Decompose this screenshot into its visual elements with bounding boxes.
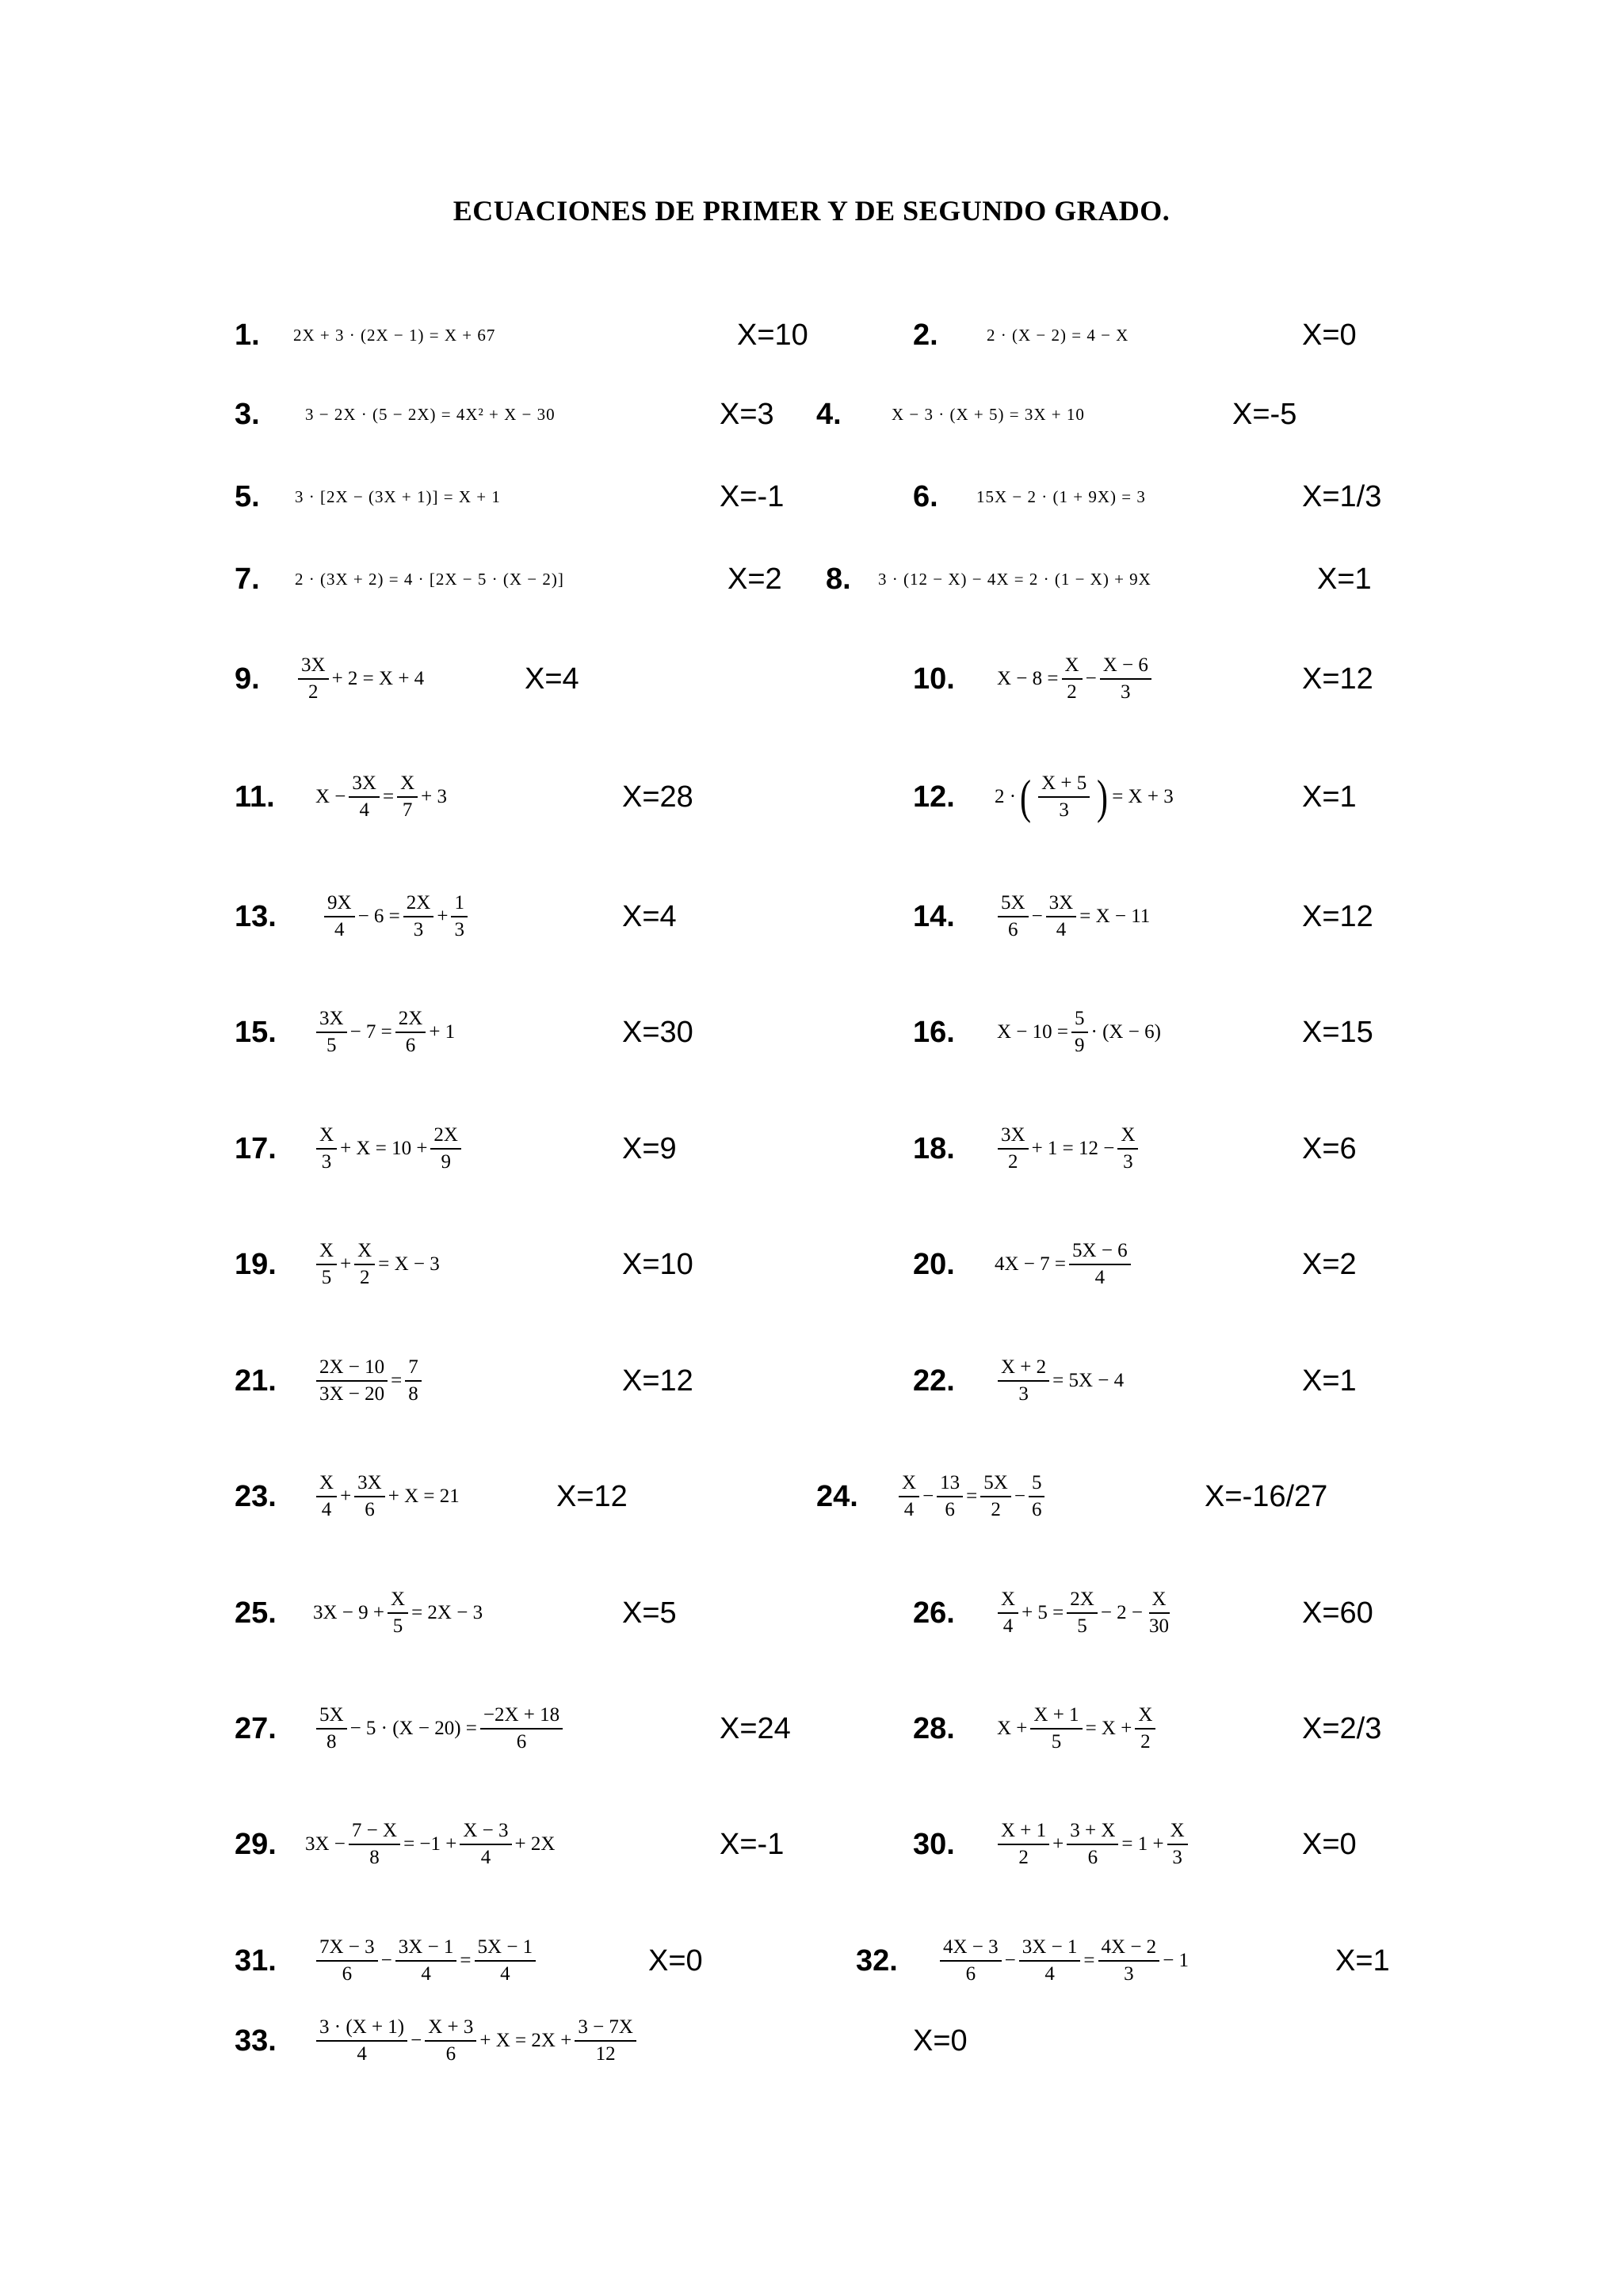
equation-answer: X=4 [525, 662, 579, 696]
equation: X − 10 = $\frac{5}{9}$ · (X − 6) [997, 1007, 1161, 1056]
equation-number: 5. [235, 480, 260, 513]
equation-answer: X=60 [1302, 1596, 1373, 1630]
equation: X − $\frac{3X}{4}$ = $\frac{X}{7}$ + 3 [315, 772, 447, 821]
equation: 3X − $\frac{7 - X}{8}$ = −1 + $\frac{X - 3}{4}$ + 2X [305, 1819, 556, 1868]
equation: $\frac{5X}{8}$ − 5 · (X − 20) = $\frac{-2X + 18}{6}$ [313, 1705, 566, 1753]
equation-number: 9. [235, 662, 260, 696]
equation-answer: X=10 [622, 1248, 693, 1281]
equation-answer: X=2 [1302, 1248, 1357, 1281]
equation-number: 29. [235, 1828, 277, 1861]
equation-answer: X=1 [1302, 1364, 1357, 1398]
equation: 2X + 3 · (2X − 1) = X + 67 [293, 325, 496, 345]
equation: $\frac{4X - 3}{6}$ − $\frac{3X - 1}{4}$ = $\frac{4X - 2}{3}$ − 1 [937, 1937, 1189, 1985]
equation-row [0, 391, 1623, 438]
equation-row [0, 2017, 1623, 2065]
equation: X + $\frac{X + 1}{5}$ = X + $\frac{X}{2}$ [997, 1705, 1159, 1753]
equation-number: 33. [235, 2024, 277, 2058]
equation-number: 30. [913, 1828, 955, 1861]
equation-number: 16. [913, 1016, 955, 1049]
equation-number: 24. [816, 1480, 858, 1513]
equation: $\frac{X}{4}$ + 5 = $\frac{2X}{5}$ − 2 − $\frac{X}{30}$ [995, 1589, 1175, 1637]
equation: X − 8 = $\frac{X}{2}$ − $\frac{X - 6}{3}$ [997, 655, 1155, 703]
equation: $\frac{3X}{5}$ − 7 = $\frac{2X}{6}$ + 1 [313, 1009, 455, 1056]
equation-answer: X=0 [1302, 1828, 1357, 1861]
equation-answer: X=24 [720, 1712, 791, 1745]
equation-answer: X=1 [1317, 563, 1372, 596]
equation-answer: X=1 [1302, 780, 1357, 814]
equation: 15X − 2 · (1 + 9X) = 3 [976, 486, 1146, 506]
equation: X − 3 · (X + 5) = 3X + 10 [892, 404, 1085, 424]
equation-number: 23. [235, 1480, 277, 1513]
equation-answer: X=6 [1302, 1132, 1357, 1165]
equation-answer: X=-16/27 [1205, 1480, 1328, 1513]
equation-number: 32. [856, 1944, 898, 1978]
equation-answer: X=12 [1302, 662, 1373, 696]
equation: $\frac{3X}{2}$ + 2 = X + 4 [295, 655, 424, 703]
equation-answer: X=-1 [720, 1828, 785, 1861]
equation-answer: X=5 [622, 1596, 677, 1630]
equation-number: 21. [235, 1364, 277, 1398]
equation: 3 · [2X − (3X + 1)] = X + 1 [295, 486, 501, 506]
equation-number: 6. [913, 480, 938, 513]
equation: 2 · (X − 2) = 4 − X [987, 325, 1129, 345]
equation-number: 25. [235, 1596, 277, 1630]
equation-answer: X=30 [622, 1016, 693, 1049]
equation-row [0, 1821, 1623, 1868]
equation: $\frac{2X - 10}{3X - 20}$ = $\frac{7}{8}$ [313, 1357, 425, 1405]
equation-row [0, 1009, 1623, 1056]
equation-number: 12. [913, 780, 955, 814]
equation-row [0, 893, 1623, 940]
equation-number: 7. [235, 563, 260, 596]
equation: $\frac{7X - 3}{6}$ − $\frac{3X - 1}{4}$ = $\frac{5X - 1}{4}$ [313, 1937, 539, 1985]
equation-number: 18. [913, 1132, 955, 1165]
equation-answer: X=3 [720, 398, 774, 431]
equation-number: 10. [913, 662, 955, 696]
equation-answer: X=9 [622, 1132, 677, 1165]
equation-row [0, 1937, 1623, 1985]
equation-answer: X=-5 [1232, 398, 1297, 431]
equation-number: 11. [235, 780, 275, 814]
equation-number: 14. [913, 900, 955, 933]
equation: $\frac{X}{4}$ − $\frac{13}{6}$ = $\frac{5X}{2}$ − $\frac{5}{6}$ [896, 1473, 1048, 1520]
equation-number: 13. [235, 900, 277, 933]
equation: 2 · (3X + 2) = 4 · [2X − 5 · (X − 2)] [295, 569, 564, 589]
equation-answer: X=2 [727, 563, 782, 596]
page-title: ECUACIONES DE PRIMER Y DE SEGUNDO GRADO. [453, 195, 1170, 227]
equation: $\frac{3X}{2}$ + 1 = 12 − $\frac{X}{3}$ [995, 1125, 1141, 1173]
equation: $\frac{3 \cdot (X + 1)}{4}$ − $\frac{X + 3}{6}$ + X = 2X + $\frac{3 - 7X}{12}$ [313, 2017, 640, 2065]
equation: $\frac{9X}{4}$ − 6 = $\frac{2X}{3}$ + $\frac{1}{3}$ [321, 893, 471, 940]
equation-row [0, 1473, 1623, 1520]
equation: $\frac{X + 1}{2}$ + $\frac{3 + X}{6}$ = 1 + $\frac{X}{3}$ [995, 1821, 1191, 1868]
equation-answer: X=0 [648, 1944, 703, 1978]
equation-number: 20. [913, 1248, 955, 1281]
equation-number: 22. [913, 1364, 955, 1398]
equation-answer: X=10 [737, 318, 808, 352]
equation-number: 15. [235, 1016, 277, 1049]
equation-row [0, 1357, 1623, 1405]
equation-number: 3. [235, 398, 260, 431]
equation: $\frac{X}{5}$ + $\frac{X}{2}$ = X − 3 [313, 1241, 440, 1288]
equation-answer: X=0 [913, 2024, 968, 2058]
equation-answer: X=0 [1302, 318, 1357, 352]
equation-row [0, 1589, 1623, 1637]
equation-answer: X=4 [622, 900, 677, 933]
equation-answer: X=12 [1302, 900, 1373, 933]
equation: $\frac{5X}{6}$ − $\frac{3X}{4}$ = X − 11 [995, 893, 1150, 940]
equation-number: 8. [826, 563, 851, 596]
equation-answer: X=28 [622, 780, 693, 814]
equation-answer: X=1 [1335, 1944, 1390, 1978]
equation-number: 1. [235, 318, 260, 352]
equation-row [0, 311, 1623, 359]
equation: 4X − 7 = $\frac{5X - 6}{4}$ [995, 1241, 1134, 1288]
equation: 2 · ( $\frac{X + 5}{3}$ ) = X + 3 [995, 771, 1174, 823]
equation-row [0, 655, 1623, 703]
equation: $\frac{X + 2}{3}$ = 5X − 4 [995, 1357, 1124, 1405]
equation-number: 28. [913, 1712, 955, 1745]
equation-answer: X=-1 [720, 480, 785, 513]
equation-row [0, 773, 1623, 821]
equation: $\frac{X}{3}$ + X = 10 + $\frac{2X}{9}$ [313, 1125, 464, 1173]
equation-number: 19. [235, 1248, 277, 1281]
equation-answer: X=2/3 [1302, 1712, 1382, 1745]
equation-number: 2. [913, 318, 938, 352]
equation: 3 · (12 − X) − 4X = 2 · (1 − X) + 9X [878, 569, 1151, 589]
equation-answer: X=1/3 [1302, 480, 1382, 513]
equation-row [0, 1241, 1623, 1288]
equation-row [0, 473, 1623, 521]
equation-number: 31. [235, 1944, 277, 1978]
equation: 3 − 2X · (5 − 2X) = 4X² + X − 30 [305, 404, 556, 424]
equation-answer: X=12 [556, 1480, 628, 1513]
equation-answer: X=15 [1302, 1016, 1373, 1049]
equation-row [0, 1125, 1623, 1173]
equation-number: 4. [816, 398, 842, 431]
equation-row [0, 555, 1623, 603]
equation-row [0, 1705, 1623, 1753]
equation: $\frac{X}{4}$ + $\frac{3X}{6}$ + X = 21 [313, 1473, 460, 1520]
equation-number: 26. [913, 1596, 955, 1630]
equation-number: 27. [235, 1712, 277, 1745]
equation-answer: X=12 [622, 1364, 693, 1398]
equation: 3X − 9 + $\frac{X}{5}$ = 2X − 3 [313, 1588, 483, 1637]
equation-number: 17. [235, 1132, 277, 1165]
